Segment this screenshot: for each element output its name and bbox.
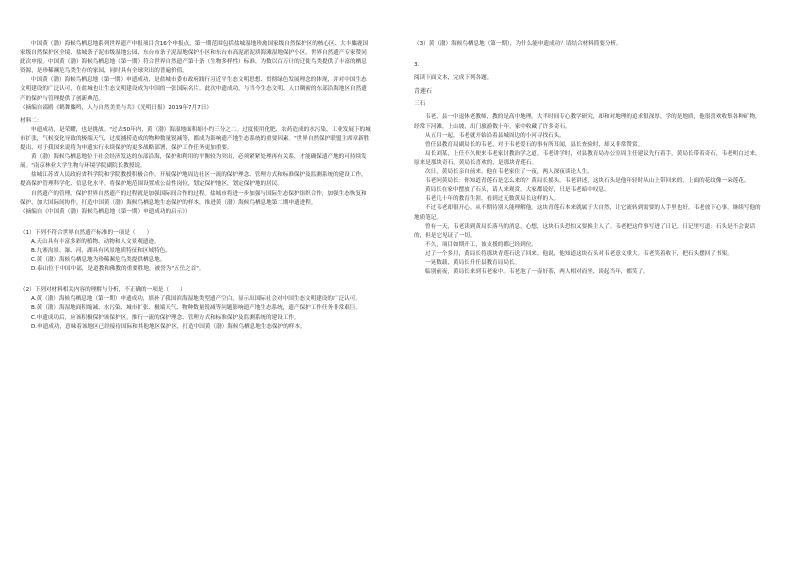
material-2-paragraph-4: 自然遗产的管理，保护世界自然遗产的过程就是加强国际间合作的过程。盐城市将进一步加强与国际生态保护组织合作，加强生态恢复和保护，加大国际间协作，打造中国黄（渤）海候鸟栖息地生态保护的样本，推进黄（渤）海候鸟栖息地第二期申遗进程。 [20,190,367,206]
material-2-label: 材料二： [20,117,43,124]
story-paragraph: 曾有一天，韦老读到黄局长落马的消息，心想，这块石头恐怕又要换主人了。韦老把这件事写进了日记。日记里写道：石头是不会说话的，但是它见证了一切。 [414,223,756,239]
story-paragraph: 韦老问黄局长：你知道青莲石是怎么来的？黄局长摇头。韦老讲述，这块石头是他年轻时从山上带回来的，上面的花纹像一朵莲花。 [425,178,750,185]
question-2-stem: （2）下列对材料相关内容的理解与分析，不正确的一项是（ ） [20,287,186,294]
question-1-option-b: B.九寨沟景、瀑、河、湖具有风景地质特征和区域特色。 [31,247,171,254]
story-paragraph: 韦老，县一中退休老教师，教的是高中地理。大半时间专心教学研究，却和对地理的追求很深厚，学的是地质，他很喜欢收集各种矿物，经常下河滩，上山坡，出门旅游数十年，家中收藏了许多奇石。 [414,114,761,130]
question-1-option-d: D.泰山位于中国中部，是道教和佛教的重要胜地，被誉为"五岳之首"。 [31,266,205,273]
story-paragraph: 从五月一起，韦老就开始沿着县城周边的小河寻找石头。 [425,132,565,139]
story-paragraph: 过了一个多月，黄局长将那块青莲石送了回来。他说，他知道这块石头对韦老意义重大。韦老笑着收下，把石头摆回了书架。 [425,250,733,257]
intro-paragraph-1: 中国黄（渤）海候鸟栖息地系列世界遗产申报项目含16个申报点，第一期范围包括盐城湿地珍禽国家级自然保护区的核心区、大丰麋鹿国家级自然保护区全境、盐城条子泥市级湿地公园、东台市条子泥湿地保护小区和东台市高泥淤泥质海滩湿地保护小区。世界自然遗产专家赞同此次申报。中国黄（渤）海候鸟栖息地（第一期）符合世界自然遗产第十条（生物多样性）标准，为数以百万计的迁徙鸟类提供了丰富的栖息资源，是珍稀濒危鸟类生存的家园，同时具有全球突出的普遍价值。 [20,41,369,75]
story-paragraph: 曾任县教育局副局长的韦老，对于韦老爱石的事有所耳闻，县长查验时，却又非常赞赏。 [425,141,644,148]
story-title: 青莲石 [414,88,433,96]
story-paragraph: 不过韦老却很开心。从不期待别人能理解他。这块青莲石本来就属于大自然，让它流转到需要的人手里也好。韦老放下心事，继续写他的地质笔记。 [414,205,761,221]
question-1-stem: （1）下列不符合世界自然遗产标准的一项是（ ） [20,229,153,236]
story-paragraph: 黄局长在家中摆放了石头，请人来观赏，大家都说好，只是韦老暗中叹息。 [425,187,610,194]
material-2-paragraph-2: 黄（渤）海候鸟栖息地位于社会经济发达的东部沿海，保护和利用的平衡较为突出，必须紧紧处理再有关系，才能确保遗产地的可持续发展。"南京林业大学生物与环境学院副院长教授说。 [20,154,367,170]
right-column [414,40,766,277]
story-paragraph: 局长刘某，上任不久便来韦老家讨教治学之道。韦老讲学时，对县教育局办公室周主任建议先行着手，黄局长带着奇石，韦老明白过来，原来是那块奇石，黄局长喜欢的，是那块青莲石。 [414,150,761,166]
story-paragraph: 不久，项目如期开工，该支援的都已经到位。 [425,241,537,248]
question-1-option-a: A.天山具有丰富多彩的植物、动物和人文景观遗迹。 [31,238,160,245]
source-note-2: （摘编自《中国黄（渤）海候鸟栖息地（第一期）申遗成功的启示》） [20,208,191,215]
section-instruction: 阅读下面文本，完成下列各题。 [414,75,493,82]
question-2-option-c: C.申遗成功后，应该积极保护该保护区，推行一流的保护理念、管理方式和标准保护及监测系统的建设工作。 [31,314,300,321]
material-2-paragraph-3: 盐城江苏省人民政府省科学院和学院教授积极合作，开展保护地周边社区一流的保护理念、管理方式和标准保护及监测系统的建设工作，提高保护管理科学化、信息化水平。将保护地范围设置成公益性岗位，划定保护地区，划定保护地的居民。 [20,172,367,188]
story-paragraph: 临别前夜，黄局长来到韦老家中。韦老泡了一壶好茶，两人相对而坐，谈起当年，都笑了。 [425,269,649,276]
material-2-paragraph-1: 申遗成功，是荣耀，也是挑战。"过去50年内，黄（渤）海湿地面积缩小约三分之二。过度使用化肥、农药造成的水污染、工业发展下的城市扩张，气候变化导致的极端天气，过度捕捞造成的物种数量锐减等，都成为影响遗产地生态系统的重要因素。"世界自然保护联盟主席章新胜提出，对于我国来说将为申遗实行永续保护的更多战略部署，保护工作任务更加重要。 [20,126,371,152]
question-2-option-b: B.黄（渤）海湿地面积缩减、水污染、城市扩张、极端天气、物种数量锐减等问题影响遗产地生态系统，遗产保护工作任务非常艰巨。 [31,305,362,312]
story-paragraph: 次日，黄局长亲自前来。他在韦老家住了一夜，两人深夜谈论人生。 [425,169,593,176]
question-2-option-a: A.黄（渤）海候鸟栖息地（第一期）申遗成功，填补了我国滨海湿地类型遗产空白，显示出国际社会对中国生态文明建设的广泛认可。 [31,296,361,303]
source-note-1: （摘编自邵鸥《鹤舞麋鸣，人与自然美美与共》《光明日报》2019年7月7日） [20,104,212,111]
left-column [20,40,372,332]
section-number: 3. [414,62,420,69]
intro-paragraph-2: 中国黄（渤）海候鸟栖息地（第一期）申遗成功，是盐城市委市政府践行习近平生态文明思想、贯彻绿色发展理念的体现，并对中国生态文明建设的广泛认可，在盐城也让生态文明建设成为中国的一张国际名片。此次申遗成功，与当今生态文明、人口稠密的东部沿海地区自然遗产的保护与管理提供了创新典范。 [20,77,367,102]
question-2-option-d: D.申遗成功，意味着该地区已经接待国际和其他地区保护区，打造中国黄（渤）海候鸟栖息地生态保护的样本。 [31,323,306,330]
story-paragraph: 韦老几十年的教育生涯，看到过无数黄局长这样的人。 [425,196,560,203]
story-paragraph: 一晃数载，黄局长升任县教育局局长。 [425,259,521,266]
story-author: 三石 [414,101,426,108]
question-3-stem: （3）黄（渤）海候鸟栖息地（第一期），为什么能申遗成功？请结合材料简要分析。 [414,41,622,47]
question-1-option-c: C.黄（渤）海候鸟栖息地为珍稀濒危鸟类提供栖息地。 [31,257,166,264]
